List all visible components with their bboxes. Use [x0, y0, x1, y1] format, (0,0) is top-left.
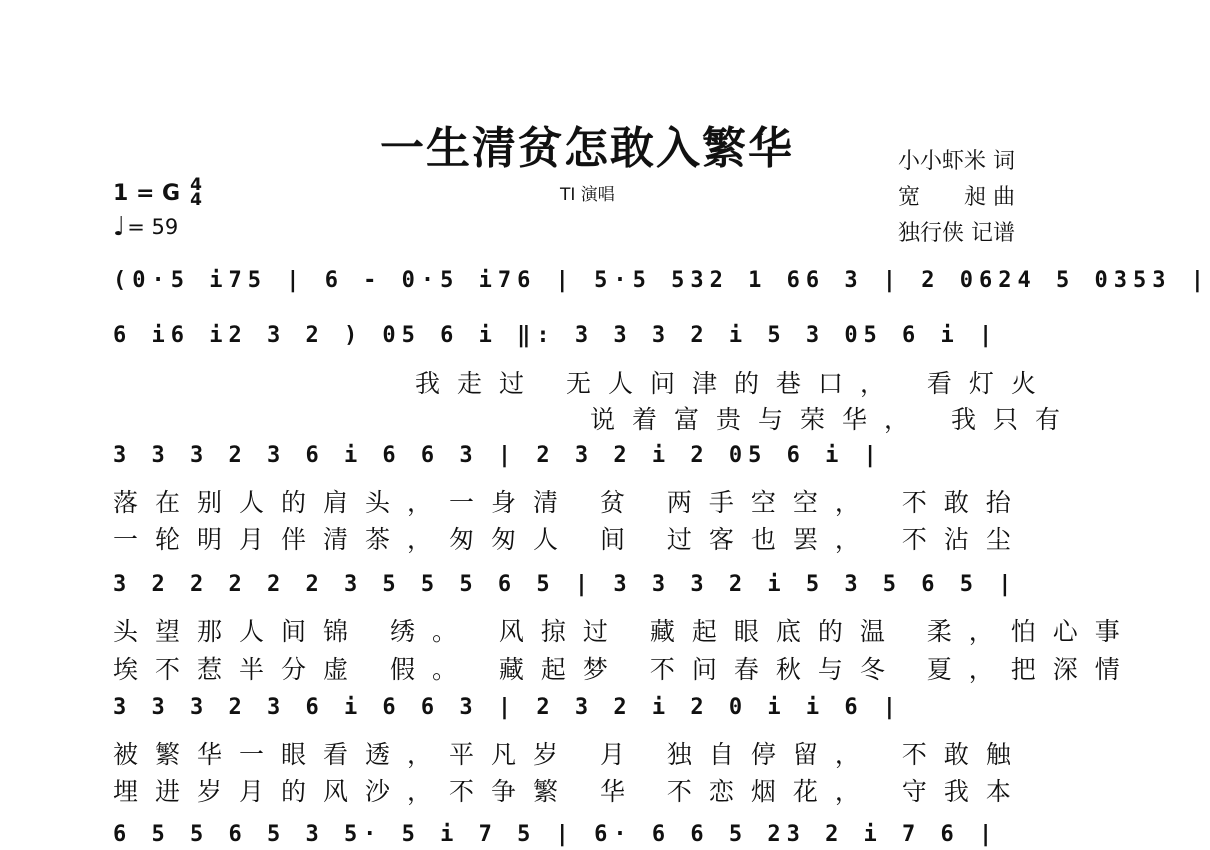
key-label: 1 = G [113, 180, 181, 206]
notation-row-3: 3 3 3 2 3 6 i 6 6 3 | 2 3 2 i 2 05 6 i | [113, 443, 883, 468]
lyric-line-4b: 埋进岁月的风沙，不争繁 华 不恋烟花， 守我本 [113, 777, 1028, 806]
credits-block [898, 144, 1015, 252]
lyric-line-3b: 埃不惹半分虚 假。 藏起梦 不问春秋与冬 夏，把深情 [113, 655, 1137, 684]
notation-row-5: 3 3 3 2 3 6 i 6 6 3 | 2 3 2 i 2 0 i i 6 | [113, 695, 903, 720]
key-signature [113, 175, 202, 210]
lyric-line-2b: 一轮明月伴清茶，匆匆人 间 过客也罢， 不沾尘 [113, 525, 1028, 554]
notation-row-2: 6 i6 i2 3 2 ) 05 6 i ‖: 3 3 3 2 i 5 3 05 6 i | [113, 323, 999, 348]
transcriber-credit: 独行侠 记谱 [898, 221, 1015, 246]
tempo-value: = 59 [127, 215, 179, 239]
lyricist-credit: 小小虾米 词 [898, 149, 1015, 174]
lyric-line-3a: 头望那人间锦 绣。 风掠过 藏起眼底的温 柔，怕心事 [113, 617, 1137, 646]
time-bottom: 4 [190, 190, 202, 210]
lyric-line-2a: 落在别人的肩头，一身清 贫 两手空空， 不敢抬 [113, 488, 1028, 517]
notation-row-1: (0·5 i75 | 6 - 0·5 i76 | 5·5 532 1 66 3 | 2 0624 5 0353 | [113, 268, 1210, 293]
lyric-line-1a: 我走过 无人问津的巷口， 看灯火 [415, 369, 1053, 398]
song-title: 一生清贫怎敢入繁华 [380, 123, 794, 174]
lyric-line-4a: 被繁华一眼看透，平凡岁 月 独自停留， 不敢触 [113, 740, 1028, 769]
notation-row-6: 6 5 5 6 5 3 5· 5 i 7 5 | 6· 6 6 5 23 2 i 7 6 | [113, 822, 999, 847]
time-top: 4 [190, 175, 202, 195]
notation-row-4: 3 2 2 2 2 2 3 5 5 5 6 5 | 3 3 3 2 i 5 3 5 6 5 | [113, 572, 1018, 597]
composer-credit: 宽 昶 曲 [898, 185, 1015, 210]
lyric-line-1b: 说着富贵与荣华， 我只有 [590, 405, 1077, 434]
quarter-note-icon: ♩ [113, 212, 126, 242]
tempo-marking [113, 212, 179, 242]
time-signature [190, 175, 202, 210]
singer-credit: TI 演唱 [560, 185, 615, 205]
